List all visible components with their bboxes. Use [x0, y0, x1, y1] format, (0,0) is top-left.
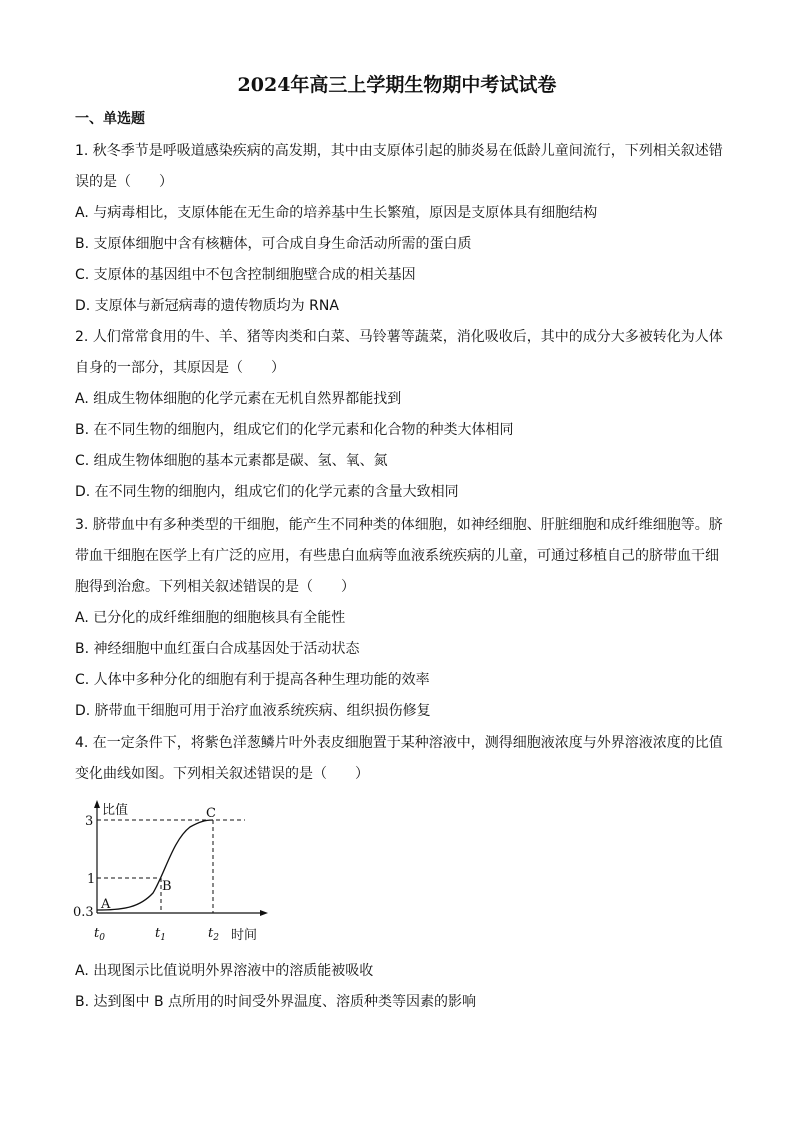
point-a-label: A — [101, 897, 111, 912]
question-4-stem-line-1: 4. 在一定条件下，将紫色洋葱鳞片叶外表皮细胞置于某种溶液中，测得细胞液浓度与外界溶液浓度的比值 — [75, 735, 723, 751]
question-3-stem-line-1: 3. 脐带血中有多种类型的干细胞，能产生不同种类的体细胞，如神经细胞、肝脏细胞和成纤维细胞等。脐 — [75, 517, 723, 533]
question-3-stem-line-2: 带血干细胞在医学上有广泛的应用，有些患白血病等血液系统疾病的儿童，可通过移植自己的脐带血干细 — [75, 548, 719, 564]
x-axis-label: 时间 — [231, 928, 258, 943]
question-1-option-b: B. 支原体细胞中含有核糖体，可合成自身生命活动所需的蛋白质 — [75, 236, 472, 252]
x-axis-arrow — [260, 910, 268, 916]
point-b-label: B — [162, 879, 172, 894]
question-1-option-d: D. 支原体与新冠病毒的遗传物质均为 RNA — [75, 298, 339, 314]
question-2-option-d: D. 在不同生物的细胞内，组成它们的化学元素的含量大致相同 — [75, 484, 459, 500]
question-2-option-b: B. 在不同生物的细胞内，组成它们的化学元素和化合物的种类大体相同 — [75, 422, 514, 438]
question-3-option-a: A. 已分化的成纤维细胞的细胞核具有全能性 — [75, 610, 346, 626]
ratio-curve — [97, 820, 213, 910]
question-2-option-a: A. 组成生物体细胞的化学元素在无机自然界都能找到 — [75, 391, 402, 407]
ytick-0-3: 0.3 — [73, 905, 94, 920]
question-4-stem-line-2: 变化曲线如图。下列相关叙述错误的是（ ） — [75, 766, 369, 782]
question-1-option-a: A. 与病毒相比，支原体能在无生命的培养基中生长繁殖，原因是支原体具有细胞结构 — [75, 205, 598, 221]
question-2-stem-line-2: 自身的一部分，其原因是（ ） — [75, 360, 285, 376]
question-4-option-b: B. 达到图中 B 点所用的时间受外界温度、溶质种类等因素的影响 — [75, 994, 477, 1010]
question-1-stem-line-2: 误的是（ ） — [75, 174, 173, 190]
ratio-curve-figure — [73, 795, 285, 955]
question-3-option-b: B. 神经细胞中血红蛋白合成基因处于活动状态 — [75, 641, 360, 657]
section-title: 一、单选题 — [75, 111, 145, 127]
ytick-1: 1 — [87, 872, 96, 887]
ytick-3: 3 — [85, 814, 94, 829]
question-1-option-c: C. 支原体的基因组中不包含控制细胞壁合成的相关基因 — [75, 267, 416, 283]
xtick-t1: $t_1$ — [155, 926, 166, 943]
question-2-stem-line-1: 2. 人们常常食用的牛、羊、猪等肉类和白菜、马铃薯等蔬菜，消化吸收后，其中的成分大多被转化为人体 — [75, 329, 723, 345]
y-axis-label: 比值 — [102, 803, 129, 818]
question-4-option-a: A. 出现图示比值说明外界溶液中的溶质能被吸收 — [75, 963, 374, 979]
question-3-option-c: C. 人体中多种分化的细胞有利于提高各种生理功能的效率 — [75, 672, 430, 688]
question-3-option-d: D. 脐带血干细胞可用于治疗血液系统疾病、组织损伤修复 — [75, 703, 431, 719]
xtick-t0: $t_0$ — [94, 926, 105, 943]
question-2-option-c: C. 组成生物体细胞的基本元素都是碳、氢、氧、氮 — [75, 453, 388, 469]
question-1-stem-line-1: 1. 秋冬季节是呼吸道感染疾病的高发期，其中由支原体引起的肺炎易在低龄儿童间流行，下列相关叙述错 — [75, 143, 723, 159]
point-c-label: C — [206, 806, 216, 821]
page-title: 2024年高三上学期生物期中考试试卷 — [237, 74, 557, 96]
y-axis-arrow — [94, 800, 100, 808]
question-3-stem-line-3: 胞得到治愈。下列相关叙述错误的是（ ） — [75, 579, 355, 595]
xtick-t2: $t_2$ — [208, 926, 219, 943]
